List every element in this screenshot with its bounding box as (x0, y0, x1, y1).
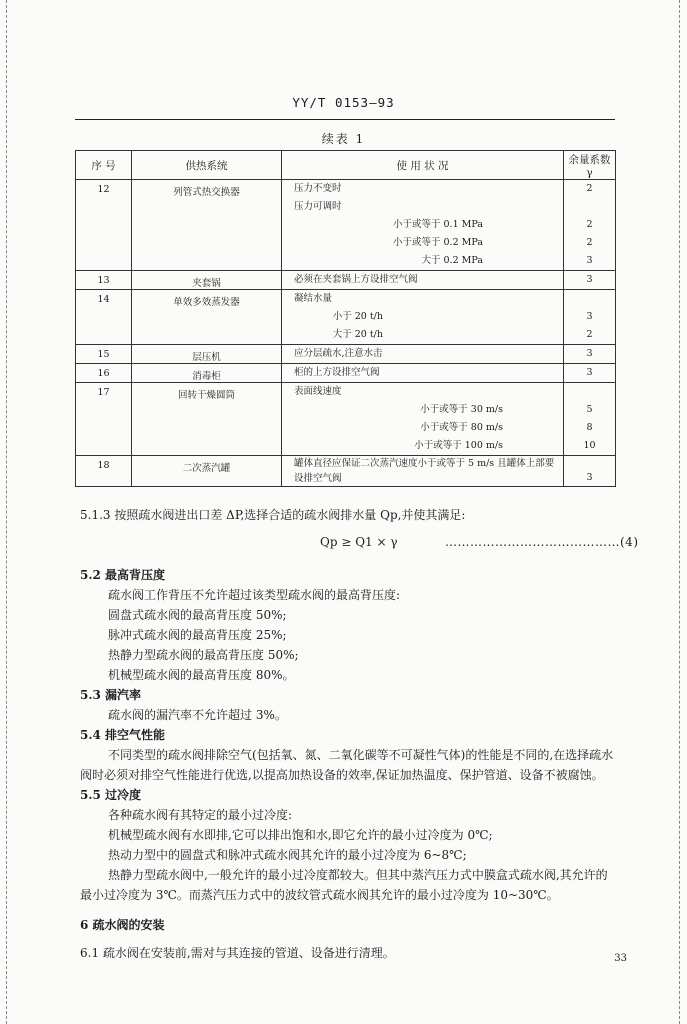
usage-line: 小于或等于 100 m/s (414, 440, 503, 451)
col-header-system: 供热系统 (132, 151, 282, 180)
cell-usage (282, 345, 564, 364)
gamma-value: 3 (586, 348, 593, 359)
cell-no: 15 (76, 345, 132, 364)
heading-5-4: 5.4 排空气性能 (80, 728, 166, 742)
cell-usage (282, 271, 564, 290)
scan-edge-right (679, 0, 680, 1024)
usage-line: 压力可调时 (294, 201, 342, 212)
heading-5-5: 5.5 过冷度 (80, 788, 142, 802)
table-row (76, 345, 616, 364)
cell-gamma (564, 271, 616, 290)
cell-no: 16 (76, 364, 132, 383)
cell-system: 层压机 (132, 345, 282, 364)
table-caption: 续表 1 (321, 132, 366, 146)
gamma-value: 8 (586, 422, 593, 433)
cell-gamma (564, 456, 616, 487)
para-5-2-c: 脉冲式疏水阀的最高背压度 25%; (108, 628, 287, 642)
table-header-row (76, 151, 616, 180)
cell-system: 夹套锅 (132, 271, 282, 290)
heading-5-3: 5.3 漏汽率 (80, 688, 142, 702)
usage-line: 小于或等于 30 m/s (420, 404, 503, 415)
usage-line: 大于 20 t/h (332, 329, 383, 340)
gamma-value (564, 383, 615, 401)
usage-line: 小于或等于 0.2 MPa (392, 237, 483, 248)
cell-usage (282, 364, 564, 383)
usage-line: 罐体直径应保证二次蒸汽速度小于或等于 5 m/s 且罐体上部要设排空气阀 (294, 458, 555, 484)
cell-system: 二次蒸汽罐 (132, 456, 282, 487)
gamma-value: 10 (583, 440, 596, 451)
heading-5-2: 5.2 最高背压度 (80, 568, 166, 582)
cell-system: 列管式热交换器 (132, 180, 282, 271)
usage-line: 小于 20 t/h (332, 311, 383, 322)
cell-no: 13 (76, 271, 132, 290)
scan-edge-left (6, 0, 7, 1024)
gamma-value: 2 (586, 237, 593, 248)
cell-no: 12 (76, 180, 132, 271)
gamma-value: 2 (586, 219, 593, 230)
gamma-value: 3 (586, 472, 593, 483)
body-sections (80, 565, 640, 963)
cell-gamma (564, 180, 616, 271)
cell-no: 17 (76, 383, 132, 456)
para-5-5-b: 机械型疏水阀有水即排,它可以排出饱和水,即它允许的最小过冷度为 0℃; (108, 828, 493, 842)
cell-usage (282, 180, 564, 271)
cell-gamma (564, 364, 616, 383)
para-5-1-3: 5.1.3 按照疏水阀进出口差 ΔP,选择合适的疏水阀排水量 Qp,并使其满足: (80, 508, 466, 522)
cell-gamma (564, 345, 616, 364)
col-header-usage: 使 用 状 况 (282, 151, 564, 180)
gamma-value: 3 (586, 367, 593, 378)
usage-line: 必须在夹套锅上方设排空气阀 (294, 274, 418, 285)
table-row (76, 456, 616, 487)
gamma-value: 2 (586, 183, 593, 194)
cell-system: 回转干燥圆筒 (132, 383, 282, 456)
para-5-5-a: 各种疏水阀有其特定的最小过冷度: (108, 808, 293, 822)
gamma-value: 3 (586, 311, 593, 322)
usage-line: 应分层疏水,注意水击 (294, 348, 383, 359)
cell-system: 单效多效蒸发器 (132, 290, 282, 345)
usage-line: 柜的上方设排空气阀 (294, 367, 380, 378)
usage-line: 小于或等于 80 m/s (420, 422, 503, 433)
gamma-value: 2 (586, 329, 593, 340)
cell-usage (282, 383, 564, 456)
cell-gamma (564, 290, 616, 345)
col-header-gamma: 余量系数 γ (564, 151, 616, 180)
usage-line: 凝结水量 (294, 293, 333, 304)
table-row (76, 364, 616, 383)
cell-usage (282, 290, 564, 345)
para-5-2-e: 机械型疏水阀的最高背压度 80%。 (108, 668, 295, 682)
usage-line: 表面线速度 (294, 386, 342, 397)
cell-usage (282, 456, 564, 487)
para-5-4-b: 阀时必须对排空气性能进行优选,以提高加热设备的效率,保证加热温度、保护管道、设备不被腐蚀。 (80, 768, 604, 782)
table-row (76, 383, 616, 456)
gamma-value: 5 (586, 404, 593, 415)
usage-line: 大于 0.2 MPa (421, 255, 483, 266)
usage-line: 压力不变时 (294, 183, 342, 194)
gamma-value (564, 198, 615, 216)
para-5-5-d: 热静力型疏水阀中,一般允许的最小过冷度都较大。但其中蒸汽压力式中膜盒式疏水阀,其允许的 (108, 868, 608, 882)
para-5-2-d: 热静力型疏水阀的最高背压度 50%; (108, 648, 299, 662)
para-5-3: 疏水阀的漏汽率不允许超过 3%。 (108, 708, 287, 722)
gamma-value: 3 (586, 255, 593, 266)
para-5-5-e: 最小过冷度为 3℃。而蒸汽压力式中的波纹管式疏水阀其允许的最小过冷度为 10~30℃。 (80, 888, 559, 902)
formula-expression: Qp ≥ Q1 × γ (320, 535, 398, 549)
page-number: 33 (614, 953, 627, 964)
para-5-2-b: 圆盘式疏水阀的最高背压度 50%; (108, 608, 287, 622)
table-row (76, 271, 616, 290)
para-5-2-a: 疏水阀工作背压不允许超过该类型疏水阀的最高背压度: (108, 588, 401, 602)
para-5-5-c: 热动力型中的圆盘式和脉冲式疏水阀其允许的最小过冷度为 6~8℃; (108, 848, 467, 862)
cell-no: 18 (76, 456, 132, 487)
para-6-1: 6.1 疏水阀在安装前,需对与其连接的管道、设备进行清理。 (80, 946, 395, 960)
table-row (76, 290, 616, 345)
gamma-value (564, 290, 615, 308)
col-header-no: 序 号 (76, 151, 132, 180)
cell-gamma (564, 383, 616, 456)
heading-6: 6 疏水阀的安装 (80, 918, 165, 932)
usage-line: 小于或等于 0.1 MPa (392, 219, 483, 230)
gamma-value: 3 (586, 274, 593, 285)
header-rule (75, 119, 615, 120)
para-5-4-a: 不同类型的疏水阀排除空气(包括氧、氮、二氧化碳等不可凝性气体)的性能是不同的,在选择疏水 (108, 748, 614, 762)
spec-table (75, 150, 616, 487)
cell-system: 消毒柜 (132, 364, 282, 383)
body-text (80, 505, 640, 525)
standard-code: YY/T 0153—93 (292, 95, 395, 110)
cell-no: 14 (76, 290, 132, 345)
table-row (76, 180, 616, 271)
formula-number: ……………………………………(4) (445, 535, 639, 549)
